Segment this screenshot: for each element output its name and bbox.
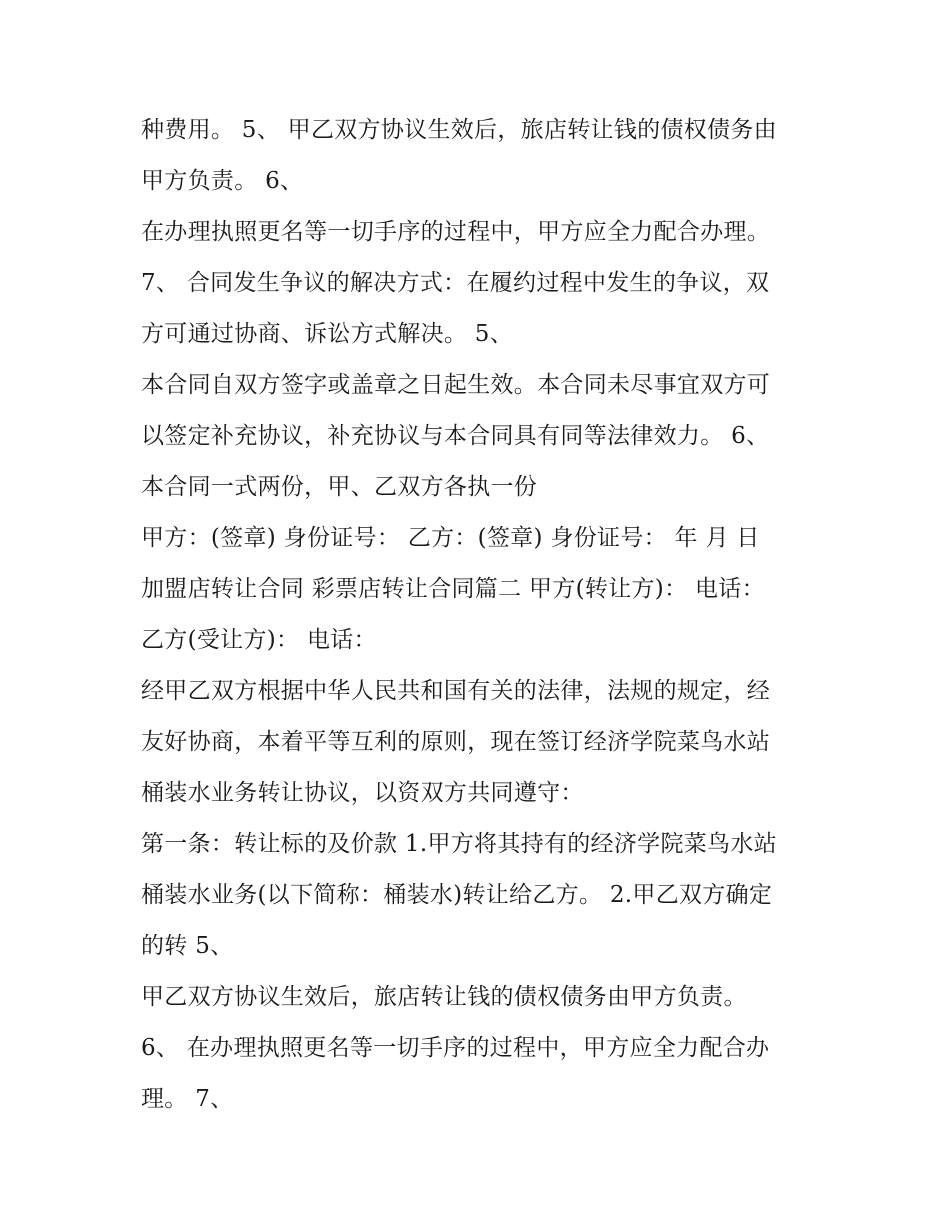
text-line: 桶装水业务转让协议，以资双方共同遵守：	[141, 780, 584, 806]
text-line: 以签定补充协议，补充协议与本合同具有同等法律效力。 6、	[141, 423, 770, 449]
text-line: 本合同一式两份，甲、乙双方各执一份	[141, 474, 538, 500]
text-line: 在办理执照更名等一切手序的过程中，甲方应全力配合办理。	[141, 219, 771, 245]
text-line: 种费用。 5、 甲乙双方协议生效后，旅店转让钱的债权债务由	[141, 117, 777, 143]
document-body	[141, 105, 841, 1125]
text-line: 7、 合同发生争议的解决方式：在履约过程中发生的争议，双	[141, 270, 770, 296]
text-line: 友好协商，本着平等互利的原则，现在签订经济学院菜鸟水站	[141, 729, 771, 755]
text-line: 桶装水业务(以下简称：桶装水)转让给乙方。 2.甲乙双方确定	[141, 882, 773, 908]
section-heading-line: 加盟店转让合同 彩票店转让合同篇二 甲方(转让方)： 电话：	[141, 576, 765, 602]
text-line: 第一条：转让标的及价款 1.甲方将其持有的经济学院菜鸟水站	[141, 831, 777, 857]
text-line: 本合同自双方签字或盖章之日起生效。本合同未尽事宜双方可	[141, 372, 771, 398]
text-line: 甲方负责。 6、	[141, 168, 304, 194]
text-line: 理。 7、	[141, 1086, 234, 1112]
text-line: 乙方(受让方)： 电话：	[141, 627, 377, 653]
text-line: 的转 5、	[141, 933, 234, 959]
text-line: 6、 在办理执照更名等一切手序的过程中，甲方应全力配合办	[141, 1035, 770, 1061]
text-line: 甲乙双方协议生效后，旅店转让钱的债权债务由甲方负责。	[141, 984, 747, 1010]
text-line: 经甲乙双方根据中华人民共和国有关的法律，法规的规定，经	[141, 678, 771, 704]
signature-line: 甲方：(签章) 身份证号： 乙方：(签章) 身份证号： 年 月 日	[141, 525, 760, 551]
text-line: 方可通过协商、诉讼方式解决。 5、	[141, 321, 514, 347]
